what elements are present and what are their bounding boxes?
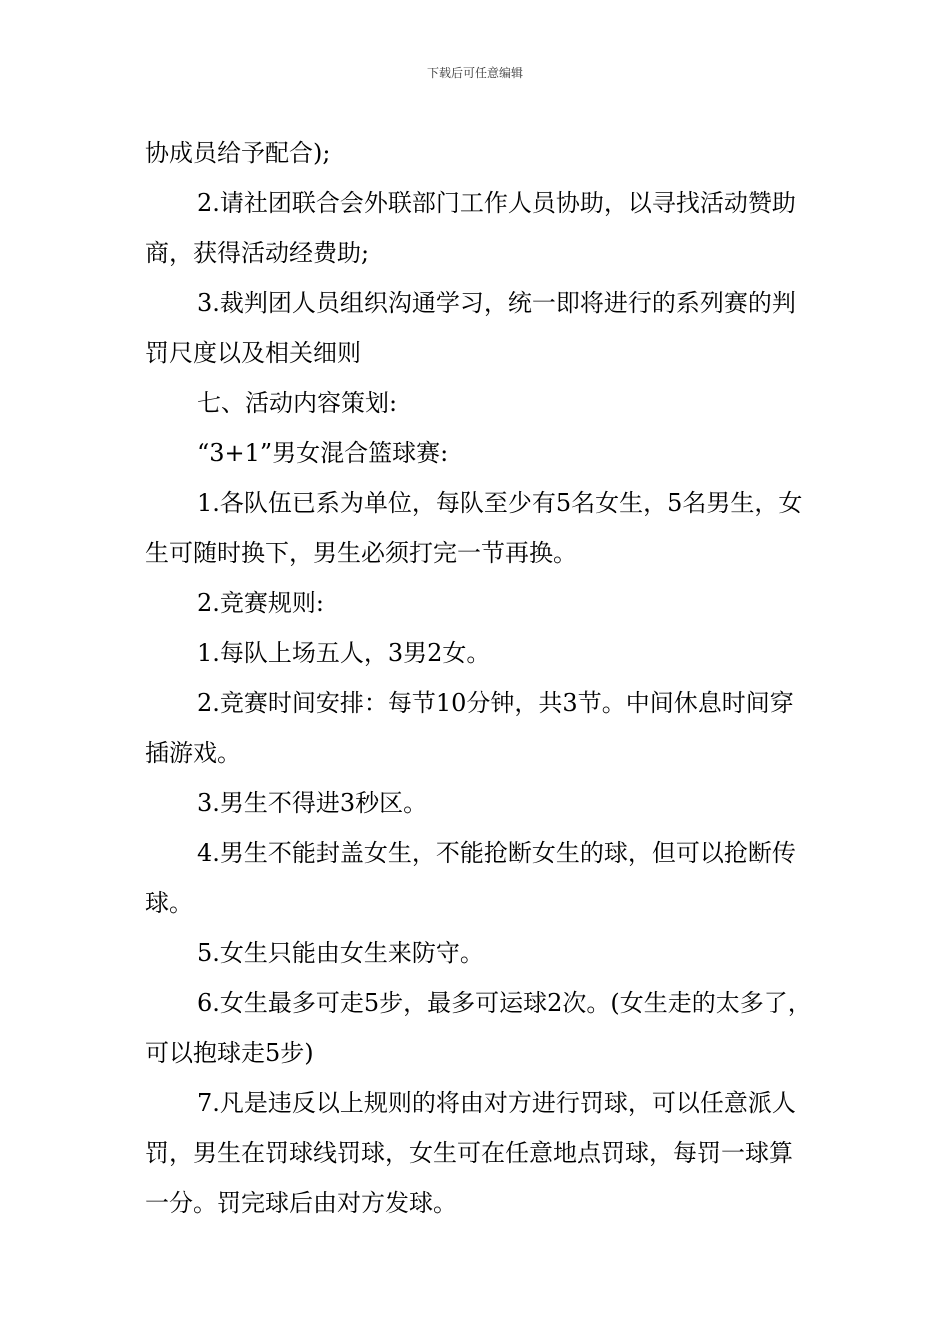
page-header: 下载后可任意编辑: [426, 66, 523, 80]
rule-6: 6.女生最多可走5步，最多可运球2次。(女生走的太多了，可以抱球走5步): [145, 989, 812, 1067]
subheading-basketball: “3+1”男女混合篮球赛:: [197, 439, 449, 467]
paragraph-1: 协成员给予配合);: [145, 139, 331, 167]
paragraph-2: 2.请社团联合会外联部门工作人员协助，以寻找活动赞助商，获得活动经费助;: [145, 189, 796, 267]
document-body: [145, 128, 815, 1228]
paragraph-3: 3.裁判团人员组织沟通学习，统一即将进行的系列赛的判罚尺度以及相关细则: [145, 289, 796, 367]
paragraph-team-rule: 1.各队伍已系为单位，每队至少有5名女生，5名男生，女生可随时换下，男生必须打完一节再换。: [145, 489, 803, 567]
rule-2: 2.竞赛时间安排：每节10分钟，共3节。中间休息时间穿插游戏。: [145, 689, 794, 767]
rule-3: 3.男生不得进3秒区。: [197, 789, 428, 817]
rule-7: 7.凡是违反以上规则的将由对方进行罚球，可以任意派人罚，男生在罚球线罚球，女生可在任意地点罚球，每罚一球算一分。罚完球后由对方发球。: [145, 1089, 796, 1217]
rule-4: 4.男生不能封盖女生，不能抢断女生的球，但可以抢断传球。: [145, 839, 796, 917]
paragraph-rules-heading: 2.竞赛规则:: [197, 589, 324, 617]
rule-5: 5.女生只能由女生来防守。: [197, 939, 484, 967]
rule-1: 1.每队上场五人，3男2女。: [197, 639, 491, 667]
section-heading-7: 七、活动内容策划:: [197, 389, 398, 417]
